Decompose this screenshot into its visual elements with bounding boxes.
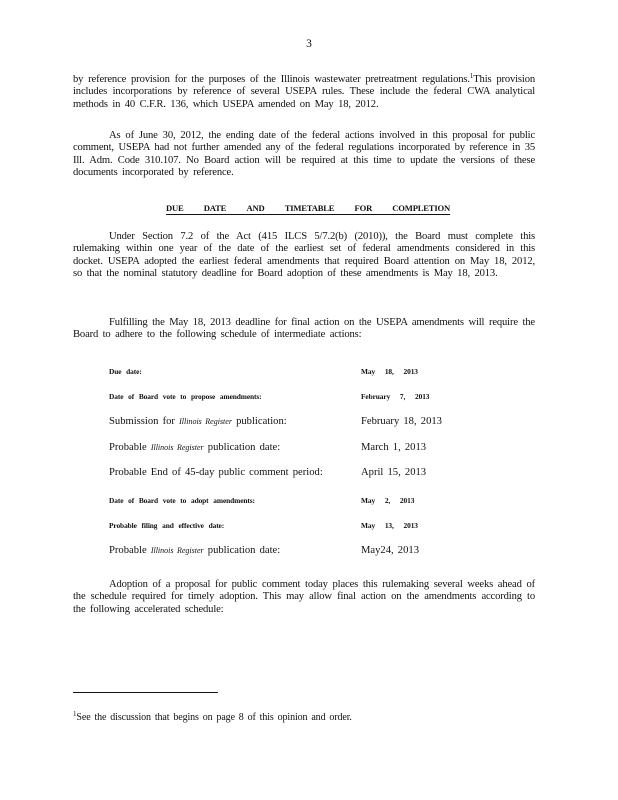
footnote-marker: 1 — [73, 710, 77, 718]
schedule-label-pre: Probable — [109, 545, 151, 556]
schedule-label: Date of Board vote to adopt amendments: — [109, 496, 255, 505]
section-heading — [166, 203, 450, 215]
schedule-label: Due date: — [109, 367, 142, 376]
paragraph-3-text: Under Section 7.2 of the Act (415 ILCS 5/7.2(b) (2010)), the Board must complete this rulemaking within one year of the date of the earliest set of federal amendments considered in this docket. USEPA adopted the earliest federal amendments that required Board attention on May 18, 2012, so that the nominal statutory deadline for Board adoption of these amendments is May 18, 2013. — [73, 231, 535, 280]
schedule-label: Probable filing and effective date: — [109, 521, 225, 530]
schedule-date: May 2, 2013 — [361, 496, 415, 505]
schedule-date: May 18, 2013 — [361, 367, 418, 376]
schedule-date: May 13, 2013 — [361, 521, 418, 530]
schedule-label-post: publication date: — [203, 545, 281, 556]
schedule-label-italic: Illinois Register — [150, 443, 204, 452]
schedule-date: March 1, 2013 — [361, 442, 427, 453]
paragraph-5-text: Adoption of a proposal for public comment today places this rulemaking several weeks ahead of the schedule required for timely adoption. This may allow final action on the amendments according to the following accelerated schedule: — [73, 579, 535, 615]
footnote-divider — [73, 692, 218, 693]
footnote-text: See the discussion that begins on page 8 of this opinion and order. — [76, 712, 352, 723]
schedule-row — [109, 545, 469, 559]
footnote — [73, 712, 352, 723]
paragraph-2 — [73, 130, 535, 180]
schedule-label-italic: Illinois Register — [179, 417, 232, 426]
heading-word: FOR — [354, 203, 373, 213]
paragraph-4 — [73, 317, 535, 342]
schedule-label-post: publication date: — [203, 442, 281, 453]
schedule-label — [109, 416, 287, 427]
heading-word: DUE — [166, 203, 184, 213]
schedule-label: Probable End of 45-day public comment period: — [109, 467, 323, 478]
heading-word: AND — [246, 203, 265, 213]
paragraph-1-text-b: This provision includes incorporations by reference of several USEPA rules. These include the federal CWA analytical methods in 40 C.F.R. 136, which USEPA amended on May 18, 2012. — [73, 74, 535, 110]
heading-word: DATE — [203, 203, 227, 213]
heading-word: TIMETABLE — [284, 203, 335, 213]
page-number: 3 — [306, 38, 312, 50]
schedule-date: April 15, 2013 — [361, 467, 427, 478]
heading-word: COMPLETION — [392, 203, 450, 213]
schedule-row — [109, 467, 469, 481]
paragraph-5 — [73, 579, 535, 616]
schedule-date: May24, 2013 — [361, 545, 419, 556]
schedule-row — [109, 416, 469, 430]
schedule-row — [109, 521, 469, 535]
paragraph-1-text-a: by reference provision for the purposes of the Illinois wastewater pretreatment regulations. — [73, 74, 470, 85]
schedule-row — [109, 367, 469, 381]
schedule-date: February 18, 2013 — [361, 416, 442, 427]
schedule-label-italic: Illinois Register — [150, 546, 204, 555]
schedule-label — [109, 545, 280, 556]
schedule-label: Date of Board vote to propose amendments: — [109, 392, 262, 401]
schedule-label-pre: Submission for — [109, 416, 180, 427]
schedule-row — [109, 496, 469, 510]
schedule-label — [109, 442, 280, 453]
footnote-reference: 1 — [469, 72, 474, 80]
schedule-date: February 7, 2013 — [361, 392, 430, 401]
schedule-row — [109, 392, 469, 406]
paragraph-2-text: As of June 30, 2012, the ending date of the federal actions involved in this proposal for public comment, USEPA had not further amended any of the federal regulations incorporated by reference in 35 Ill. Adm. Code 310.107. No Board action will be required at this time to update the versions of these documents incorporated by reference. — [73, 130, 535, 179]
schedule-row — [109, 442, 469, 456]
schedule-label-pre: Probable — [109, 442, 151, 453]
schedule-label-post: publication: — [231, 416, 287, 427]
paragraph-1 — [73, 74, 535, 111]
paragraph-4-text: Fulfilling the May 18, 2013 deadline for final action on the USEPA amendments will require the Board to adhere to the following schedule of intermediate actions: — [73, 317, 535, 341]
paragraph-3 — [73, 231, 535, 281]
